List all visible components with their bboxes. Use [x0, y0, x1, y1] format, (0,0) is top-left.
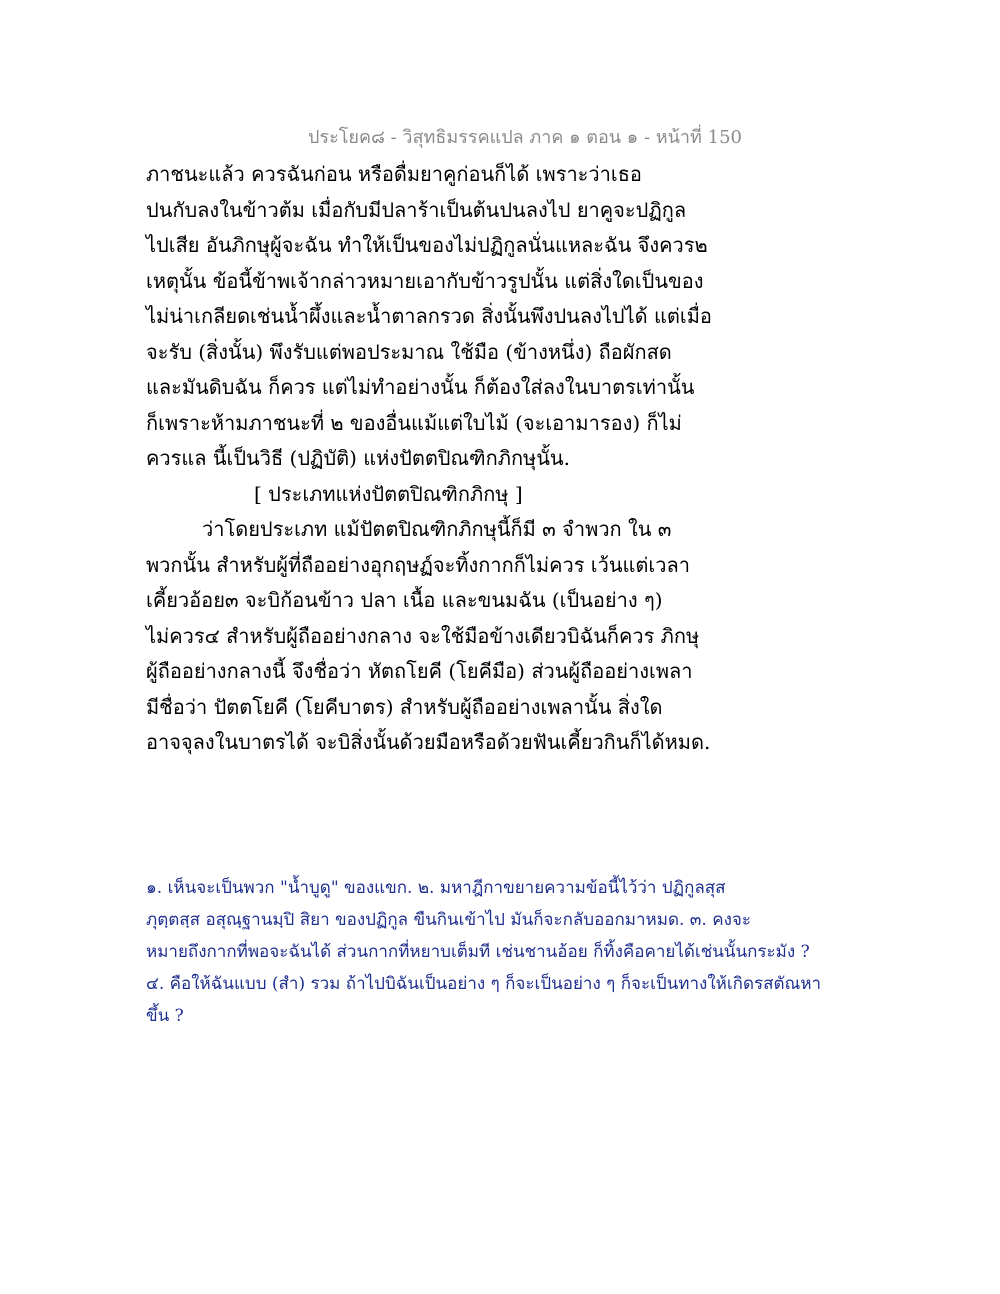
body-line: อาจจุลงในบาตรได้ จะบิสิ่งนั้นด้วยมือหรือด้วยฟันเคี้ยวกินก็ได้หมด.: [146, 730, 711, 754]
section-heading: [ ประเภทแห่งปัตตปิณฑิกภิกษุ ]: [254, 481, 523, 506]
body-line: พวกนั้น สำหรับผู้ที่ถืออย่างอุกฤษฏ์จะทิ้งกากก็ไม่ควร เว้นแต่เวลา: [146, 552, 690, 577]
body-line: ควรแล นี้เป็นวิธี (ปฏิบัติ) แห่งปัตตปิณฑิกภิกษุนั้น.: [146, 446, 570, 470]
body-line: และมันดิบฉัน ก็ควร แต่ไม่ทำอย่างนั้น ก็ต้องใส่ลงในบาตรเท่านั้น: [146, 375, 695, 399]
body-line: ว่าโดยประเภท แม้ปัตตปิณฑิกภิกษุนี้ก็มี ๓ จำพวก ใน ๓: [202, 517, 672, 541]
footnote-line: ๑. เห็นจะเป็นพวก "น้ำบูดู" ของแขก. ๒. มหาฎีกาขยายความข้อนี้ไว้ว่า ปฏิกูลสุส: [146, 878, 726, 898]
body-line: เหตุนั้น ข้อนี้ข้าพเจ้ากล่าวหมายเอากับข้าวรูปนั้น แต่สิ่งใดเป็นของ: [146, 268, 704, 293]
body-line: มีชื่อว่า ปัตตโยคี (โยคีบาตร) สำหรับผู้ถืออย่างเพลานั้น สิ่งใด: [146, 694, 663, 719]
footnote-line: ขึ้น ?: [146, 1006, 184, 1026]
footnote-line: ๔. คือให้ฉันแบบ (สำ) รวม ถ้าไปบิฉันเป็นอย่าง ๆ ก็จะเป็นอย่าง ๆ ก็จะเป็นทางให้เกิดรสตัณหา: [146, 974, 822, 994]
page-header: ประโยค๘ - วิสุทธิมรรคแปล ภาค ๑ ตอน ๑ - หน้าที่ 150: [308, 127, 742, 148]
body-line: ปนกับลงในข้าวต้ม เมื่อกับมีปลาร้าเป็นต้นปนลงไป ยาคูจะปฏิกูล: [146, 197, 687, 222]
footnote-line: ภุตฺตสฺส อสุณฺฐานมฺปิ สิยา ของปฏิกูล ขืนกินเข้าไป มันก็จะกลับออกมาหมด. ๓. คงจะ: [146, 910, 751, 930]
body-line: ผู้ถืออย่างกลางนี้ จึงชื่อว่า หัตถโยคี (โยคีมือ) ส่วนผู้ถืออย่างเพลา: [146, 659, 693, 683]
body-text: [146, 157, 746, 761]
body-line: ไม่น่าเกลียดเช่นน้ำผึ้งและน้ำตาลกรวด สิ่งนั้นพึงปนลงไปได้ แต่เมื่อ: [146, 304, 712, 328]
body-line: เคี้ยวอ้อย๓ จะบิก้อนข้าว ปลา เนื้อ และขนมฉัน (เป็นอย่าง ๆ): [146, 588, 663, 612]
body-line: ไปเสีย อันภิกษุผู้จะฉัน ทำให้เป็นของไม่ปฏิกูลนั่นแหละฉัน จึงควร๒: [146, 233, 708, 257]
footnote-line: หมายถึงกากที่พอจะฉันได้ ส่วนกากที่หยาบเต็มที เช่นชานอ้อย ก็ทิ้งคือคายได้เช่นนั้นกระมัง ?: [146, 942, 810, 962]
footnotes: [146, 872, 866, 1032]
body-line: ไม่ควร๔ สำหรับผู้ถืออย่างกลาง จะใช้มือข้างเดียวบิฉันก็ควร ภิกษุ: [146, 623, 700, 648]
body-line: ภาชนะแล้ว ควรฉันก่อน หรือดื่มยาคูก่อนก็ได้ เพราะว่าเธอ: [146, 162, 642, 186]
body-line: ก็เพราะห้ามภาชนะที่ ๒ ของอื่นแม้แต่ใบไม้ (จะเอามารอง) ก็ไม่: [146, 410, 682, 435]
body-line: จะรับ (สิ่งนั้น) พึงรับแต่พอประมาณ ใช้มือ (ข้างหนึ่ง) ถือผักสด: [146, 339, 672, 364]
